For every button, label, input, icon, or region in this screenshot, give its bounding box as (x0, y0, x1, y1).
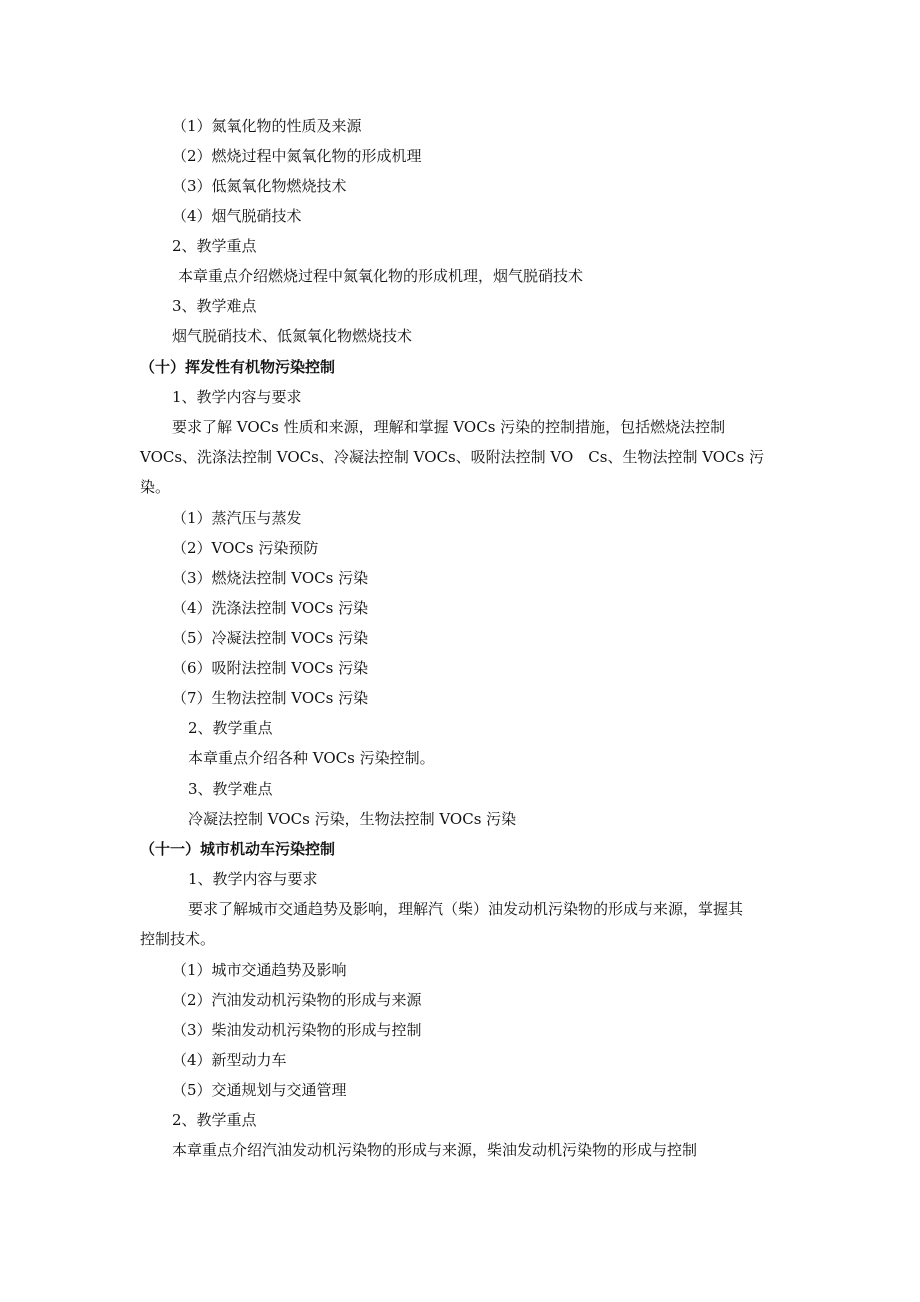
list-item: （2）VOCs 污染预防 (172, 539, 319, 557)
paragraph: 本章重点介绍汽油发动机污染物的形成与来源，柴油发动机污染物的形成与控制 (172, 1141, 698, 1159)
paragraph-line: 要求了解 VOCs 性质和来源，理解和掌握 VOCs 污染的控制措施，包括燃烧法控制 (172, 418, 726, 436)
list-item: （5）交通规划与交通管理 (172, 1081, 347, 1099)
list-item: （1）城市交通趋势及影响 (172, 961, 347, 979)
list-item: （2）燃烧过程中氮氧化物的形成机理 (172, 147, 422, 165)
section-heading: 1、教学内容与要求 (188, 870, 318, 888)
paragraph: 烟气脱硝技术、低氮氧化物燃烧技术 (172, 327, 413, 345)
section-heading: 2、教学重点 (172, 1111, 257, 1129)
list-item: （4）洗涤法控制 VOCs 污染 (172, 599, 369, 617)
chapter-title: （十一）城市机动车污染控制 (140, 840, 336, 858)
list-item: （1）氮氧化物的性质及来源 (172, 117, 362, 135)
list-item: （6）吸附法控制 VOCs 污染 (172, 659, 369, 677)
list-item: （2）汽油发动机污染物的形成与来源 (172, 991, 422, 1009)
section-heading: 1、教学内容与要求 (172, 388, 302, 406)
paragraph-line: 染。 (140, 478, 171, 496)
section-heading: 3、教学难点 (172, 297, 257, 315)
list-item: （4）烟气脱硝技术 (172, 207, 302, 225)
section-heading: 3、教学难点 (188, 780, 273, 798)
list-item: （4）新型动力车 (172, 1051, 287, 1069)
paragraph-line: VOCs、洗涤法控制 VOCs、冷凝法控制 VOCs、吸附法控制 VO Cs、生物法控制 VOCs 污 (140, 448, 765, 466)
list-item: （3）燃烧法控制 VOCs 污染 (172, 569, 369, 587)
section-heading: 2、教学重点 (188, 719, 273, 737)
paragraph-line: 控制技术。 (140, 930, 216, 948)
paragraph: 本章重点介绍燃烧过程中氮氧化物的形成机理，烟气脱硝技术 (178, 267, 584, 285)
paragraph-line: 要求了解城市交通趋势及影响，理解汽（柴）油发动机污染物的形成与来源，掌握其 (188, 900, 744, 918)
paragraph: 冷凝法控制 VOCs 污染，生物法控制 VOCs 污染 (188, 810, 517, 828)
list-item: （3）低氮氧化物燃烧技术 (172, 177, 347, 195)
list-item: （3）柴油发动机污染物的形成与控制 (172, 1021, 422, 1039)
list-item: （1）蒸汽压与蒸发 (172, 509, 302, 527)
chapter-title: （十）挥发性有机物污染控制 (140, 358, 336, 376)
section-heading: 2、教学重点 (172, 237, 257, 255)
paragraph: 本章重点介绍各种 VOCs 污染控制。 (188, 749, 435, 767)
list-item: （7）生物法控制 VOCs 污染 (172, 689, 369, 707)
list-item: （5）冷凝法控制 VOCs 污染 (172, 629, 369, 647)
